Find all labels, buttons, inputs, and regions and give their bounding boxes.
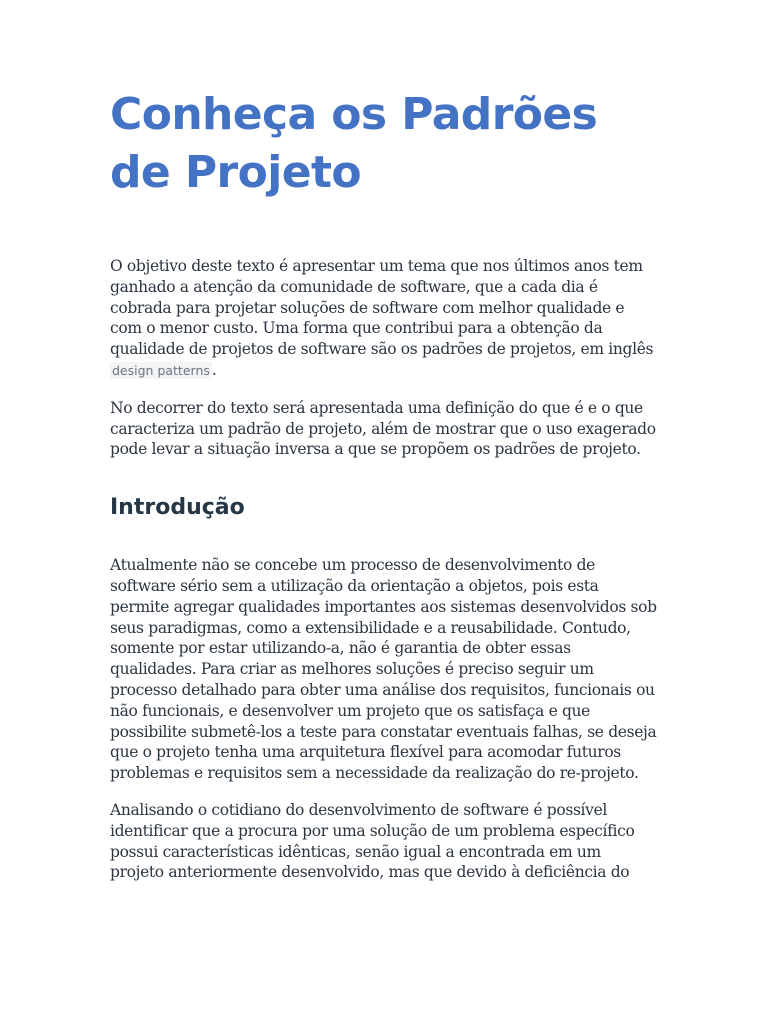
intro-paragraph-1 [110, 256, 658, 382]
section-paragraph-2: Analisando o cotidiano do desenvolvimento de software é possível identificar que a procura por uma solução de um problema específico possui características idênticas, senão igual a encontrada em um projeto anteriormente desenvolvido, mas que devido à deficiência do [110, 800, 635, 882]
section-heading: Introdução [110, 495, 245, 521]
intro-paragraph-1-end: . [211, 360, 217, 379]
intro-paragraph-1-text: O objetivo deste texto é apresentar um tema que nos últimos anos tem ganhado a atenção da comunidade de software, que a cada dia é cobrada para projetar soluções de software com melhor qualidade e com o menor custo. Uma forma que contribui para a obtenção da qualidade de projetos de software são os padrões de projetos, em inglês [110, 257, 654, 359]
design-patterns-code: design patterns [112, 362, 210, 378]
intro-paragraph-2: No decorrer do texto será apresentada uma definição do que é e o que caracteriza um padrão de projeto, além de mostrar que o uso exagerado pode levar a situação inversa a que se propõem os padrões de projeto. [110, 398, 656, 459]
section-paragraph-1: Atualmente não se concebe um processo de desenvolvimento de software sério sem a utilização da orientação a objetos, pois esta permite agregar qualidades importantes aos sistemas desenvolvidos sob seus paradigmas, como a extensibilidade e a reusabilidade. Contudo, somente por estar utilizando-a, não é garantia de obter essas qualidades. Para criar as melhores soluções é preciso seguir um processo detalhado para obter uma análise dos requisitos, funcionais ou não funcionais, e desenvolver um projeto que os satisfaça e que possibilite submetê-los a teste para constatar eventuais falhas, se deseja que o projeto tenha uma arquitetura flexível para acomodar futuros problemas e requisitos sem a necessidade da realização do re-projeto. [110, 556, 657, 783]
page-title: Conheça os Padrões de Projeto [110, 89, 598, 198]
document-page [110, 0, 658, 883]
